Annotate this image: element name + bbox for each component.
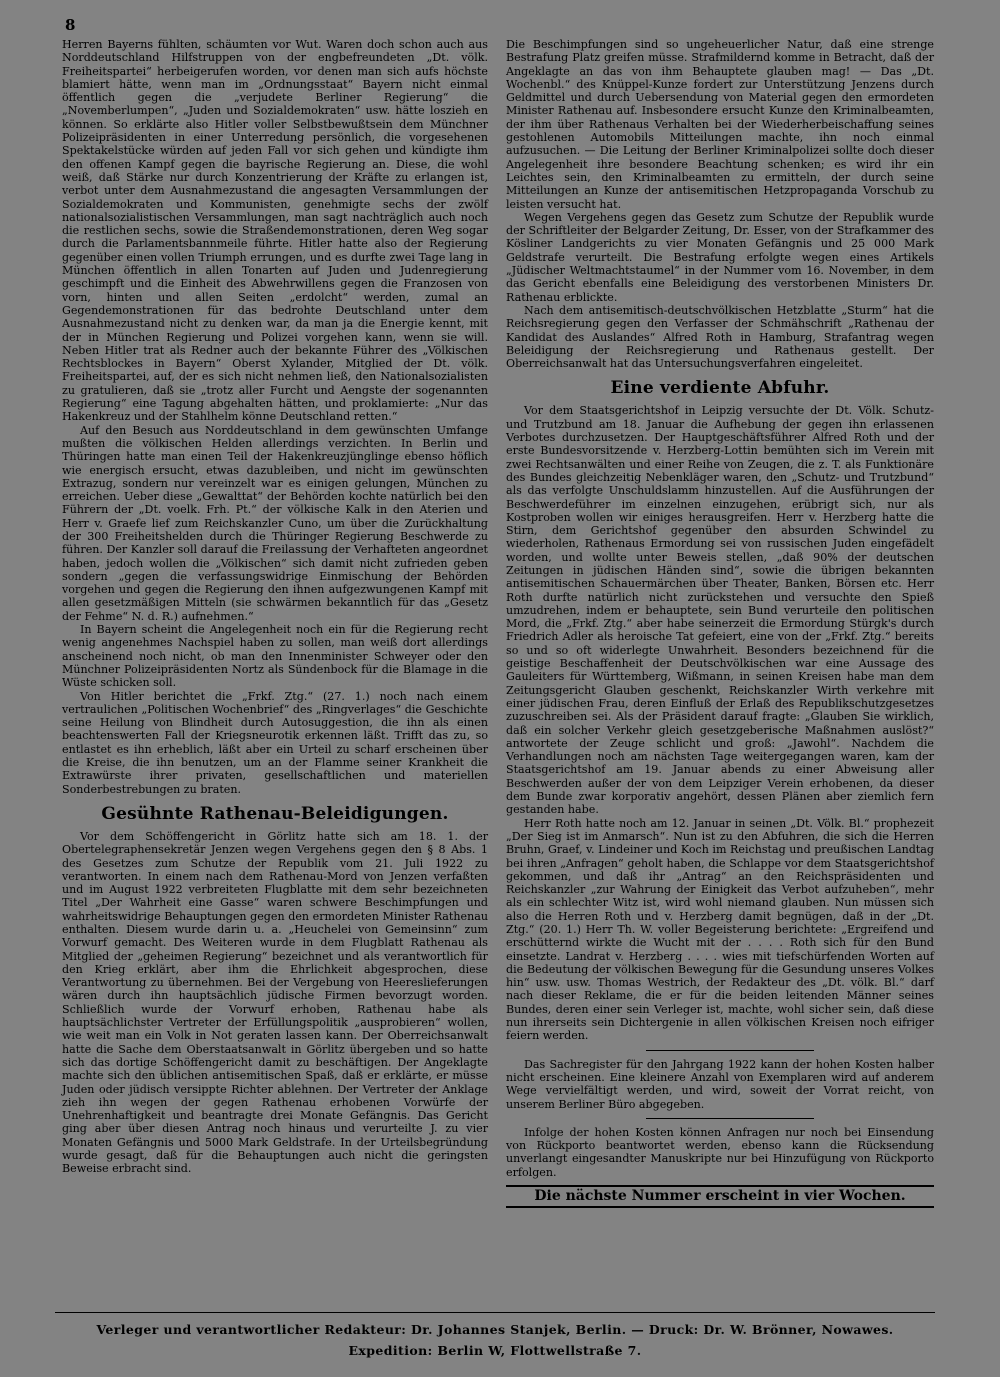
next-issue-notice: Die nächste Nummer erscheint in vier Wochen. <box>506 1185 934 1208</box>
paragraph: In Bayern scheint die Angelegenheit noch ein für die Regierung recht wenig angenehmes Nachspiel haben zu sollen, man weiß dort allerdings anscheinend noch nicht, ob man den Innenminister Schweyer oder den Münchner Polizeipräsidenten Nortz als Sündenbock für die Blamage in die Wüste schicken soll. <box>62 623 488 690</box>
divider <box>646 1050 814 1051</box>
paragraph: Die Beschimpfungen sind so ungeheuerlicher Natur, daß eine strenge Bestrafung Platz greifen müsse. Strafmildernd komme in Betracht, daß der Angeklagte an das von ihm Behauptete glauben mag! — Das „Dt. Wochenbl.“ des Knüppel-Kunze fordert zur Unterstützung Jenzens durch Geldmittel und durch Uebersendung von Material gegen den ermordeten Minister Rathenau auf. Insbesondere ersucht Kunze den Kriminalbeamten, der ihm über Rathenaus Verhalten bei der Wiederherbeischaffung seines gestohlenen Automobils Mitteilungen machte, ihn noch einmal aufzusuchen. — Die Leitung der Berliner Kriminalpolizei sollte doch dieser Angelegenheit ihre besondere Beachtung schenken; es wird ihr ein Leichtes sein, den Kriminalbeamten zu ermitteln, der durch seine Mitteilungen an Kunze der antisemitischen Hetzpropaganda Vorschub zu leisten versucht hat. <box>506 38 934 211</box>
paragraph: Von Hitler berichtet die „Frkf. Ztg.“ (27. 1.) noch nach einem vertraulichen „Politischen Wochenbrief“ des „Ringverlages“ die Geschichte seine Heilung von Blindheit durch Autosuggestion, die ihn als einen beachtenswerten Fall der Kriegsneurotik erkennen läßt. Trifft das zu, so entlastet es ihn erheblich, läßt aber ein Urteil zu scharf erscheinen über die Kreise, die ihn benutzen, um an der Flamme seiner Krankheit die Extrawürste ihrer privaten, gesellschaftlichen und materiellen Sonderbestrebungen zu braten. <box>62 689 488 796</box>
notice-paragraph: Das Sachregister für den Jahrgang 1922 kann der hohen Kosten halber nicht erscheinen. Eine kleinere Anzahl von Exemplaren wird auf anderem Wege vervielfältigt werden, und wird, soweit der Vorrat reicht, von unserem Berliner Büro abgegeben. <box>506 1057 934 1111</box>
imprint-footer <box>55 1312 935 1358</box>
left-column <box>62 38 488 1176</box>
paragraph: Vor dem Schöffengericht in Görlitz hatte sich am 18. 1. der Obertelegraphensekretär Jenzen wegen Vergehens gegen den § 8 Abs. 1 des Gesetzes zum Schutze der Republik vom 21. Juli 1922 zu verantworten. In einem nach dem Rathenau-Mord von Jenzen verfaßten und im August 1922 verbreiteten Flugblatte mit dem sehr bezeichneten Titel „Der Wahrheit eine Gasse“ waren schwere Beschimpfungen und wahrheitswidrige Behauptungen gegen den ermordeten Minister Rathenau enthalten. Diesem wurde darin u. a. „Heuchelei von Gemeinsinn“ zum Vorwurf gemacht. Des Weiteren wurde in dem Flugblatt Rathenau als Mitglied der „geheimen Regierung“ bezeichnet und als verantwortlich für den Krieg erklärt, aber ihm die Ehrlichkeit abgesprochen, diese Verantwortung zu übernehmen. Bei der Vergebung von Heereslieferungen wären durch ihn hauptsächlich jüdische Firmen bevorzugt worden. Schließlich wurde der Vorwurf erhoben, Rathenau habe als hauptsächlichster Vertreter der Erfüllungspolitik „ausprobieren“ wollen, wie weit man ein Volk in Not geraten lassen kann. Der Oberreichsanwalt hatte die Sache dem Oberstaatsanwalt in Görlitz übergeben und so hatte sich das dortige Schöffengericht damit zu beschäftigen. Der Angeklagte machte sich den üblichen antisemitischen Spaß, daß er erklärte, er müsse Juden oder jüdisch versippte Richter ablehnen. Der Vertreter der Anklage zieh ihn wegen der gegen Rathenau erhobenen Vorwürfe der Unehrenhaftigkeit und beantragte drei Monate Gefängnis. Das Gericht ging aber über diesen Antrag noch hinaus und verurteilte J. zu vier Monaten Gefängnis und 5000 Mark Geldstrafe. In der Urteilsbegründung wurde gesagt, daß für die Behauptungen auch nicht die geringsten Beweise erbracht sind. <box>62 829 488 1176</box>
section-heading: Eine verdiente Abfuhr. <box>610 378 830 399</box>
section-heading: Gesühnte Rathenau-Beleidigungen. <box>101 803 449 824</box>
paragraph: Herren Bayerns fühlten, schäumten vor Wut. Waren doch schon auch aus Norddeutschland Hilfstruppen von der engbefreundeten „Dt. völk. Freiheitspartei“ herbeigerufen worden, vor denen man sich aufs höchste blamiert hätte, wenn man im „Ordnungsstaat“ Bayern nicht einmal öffentlich gegen die „verjudete Berliner Regierung“ die „Novemberlumpen“, „Juden und Sozialdemokraten“ usw. hätte loszieh en können. So erklärte also Hitler voller Selbstbewußtsein dem Münchner Polizeipräsidenten in einer Unterredung persönlich, die vorgesehenen Spektakelstücke würden auf jeden Fall vor sich gehen und kündigte ihm den offenen Kampf gegen die bayrische Regierung an. Diese, die wohl weiß, daß Stärke nur durch Konzentrierung der Kräfte zu erlangen ist, verbot unter dem Ausnahmezustand die angesagten Versammlungen der Sozialdemokraten und Kommunisten, genehmigte sechs der zwölf nationalsozialistischen Versammlungen, man sagt nachträglich auch noch die restlichen sechs, sowie die Straßendemonstrationen, deren Weg sogar durch die Parlamentsbannmeile führte. Hitler hatte also der Regierung gegenüber einen vollen Triumph errungen, und es durfte zwei Tage lang in München öffentlich in allen Tonarten auf Juden und Judenregierung geschimpft und die Einheit des Abwehrwillens gegen die Franzosen von vorn, hinten und allen Seiten „erdolcht“ werden, zumal an Gegendemonstrationen für das bedrohte Deutschland unter dem Ausnahmezustand nicht zu denken war, da man ja die Energie kennt, mit der in München Regierung und Polizei vorgehen kann, wenn sie will. Neben Hitler trat als Redner auch der bekannte Führer des „Völkischen Rechtsblockes in Bayern“ Oberst Xylander, Mitglied der Dt. völk. Freiheitspartei, auf, der es sich nicht nehmen ließ, den Nationalsozialisten zu gratulieren, daß sie „trotz aller Furcht und Aengste der sogenannten Regierung“ eine Tagung abgehalten hätten, und proklamierte: „Nur das Hakenkreuz und der Stahlhelm könne Deutschland retten.“ <box>62 38 488 424</box>
divider <box>646 1118 814 1119</box>
paragraph: Auf den Besuch aus Norddeutschland in dem gewünschten Umfange mußten die völkischen Helden allerdings verzichten. In Berlin und Thüringen hatte man einen Teil der Hakenkreuzjünglinge ebenso höflich wie energisch ersucht, etwas dazubleiben, und nicht im gewünschten Extrazug, sondern nur vereinzelt war es einigen gelungen, München zu erreichen. Ueber diese „Gewalttat“ der Behörden kochte natürlich bei den Führern der „Dt. voelk. Frh. Pt.“ der völkische Kalk in den Aterien und Herr v. Graefe lief zum Reichskanzler Cuno, um über die Zurückhaltung der 300 Freiheitshelden durch die Thüringer Regierung Beschwerde zu führen. Der Kanzler soll darauf die Freilassung der Verhafteten angeordnet haben, jedoch wollen die „Völkischen“ sich damit nicht zufrieden geben sondern „gegen die verfassungswidrige Einmischung der Behörden vorgehen und gegen die Regierung den ihnen aufgezwungenen Kampf mit allen gesetzmäßigen Mitteln (sie schwärmen bekanntlich für das „Gesetz der Fehme“ N. d. R.) aufnehmen.“ <box>62 423 488 623</box>
paragraph: Nach dem antisemitisch-deutschvölkischen Hetzblatte „Sturm“ hat die Reichsregierung gegen den Verfasser der Schmähschrift „Rathenau der Kandidat des Auslandes“ Alfred Roth in Hamburg, Strafantrag wegen Beleidigung der Reichsregierung und Rathenaus gestellt. Der Oberreichsanwalt hat das Untersuchungsverfahren eingeleitet. <box>506 303 934 371</box>
paragraph: Wegen Vergehens gegen das Gesetz zum Schutze der Republik wurde der Schriftleiter der Belgarder Zeitung, Dr. Esser, von der Strafkammer des Kösliner Landgerichts zu vier Monaten Gefängnis und 25 000 Mark Geldstrafe verurteilt. Die Bestrafung erfolgte wegen eines Artikels „Jüdischer Weltmachtstaumel“ in der Nummer vom 16. November, in dem das Gericht ebenfalls eine Beleidigung des verstorbenen Ministers Dr. Rathenau erblickte. <box>506 210 934 304</box>
paragraph: Herr Roth hatte noch am 12. Januar in seinen „Dt. Völk. Bl.“ prophezeit „Der Sieg ist im Anmarsch“. Nun ist zu den Abfuhren, die sich die Herren Bruhn, Graef, v. Lindeiner und Koch im Reichstag und preußischen Landtag bei ihren „Anfragen“ geholt haben, die Schlappe vor dem Staatsgerichtshof gekommen, und daß ihr „Antrag“ an den Reichspräsidenten und Reichskanzler „zur Wahrung der Einigkeit das Verbot aufzuheben“, mehr als ein schlechter Witz ist, wird wohl niemand glauben. Nun müssen sich also die Herren Roth und v. Herzberg damit begnügen, daß in der „Dt. Ztg.“ (20. 1.) Herr Th. W. voller Begeisterung berichtete: „Ergreifend und erschütternd wirkte die Wucht mit der . . . . Roth sich für den Bund einsetzte. Landrat v. Herzberg . . . . wies mit tiefschürfenden Worten auf die Bedeutung der völkischen Bewegung für die Gesundung unseres Volkes hin“ usw. usw. Thomas Westrich, der Redakteur des „Dt. völk. Bl.“ darf nach dieser Reklame, die er für die beiden leitenden Männer seines Bundes, deren einer sein Verleger ist, machte, wohl sicher sein, daß diese nun ihrerseits sein Dichtergenie in allen völkischen Kreisen noch eifriger feiern werden. <box>506 816 934 1043</box>
imprint-publisher-line: Verleger und verantwortlicher Redakteur: Dr. Johannes Stanjek, Berlin. — Druck: Dr. W. Brönner, Nowawes. <box>96 1322 894 1337</box>
page-number: 8 <box>65 16 76 34</box>
notice-paragraph: Infolge der hohen Kosten können Anfragen nur noch bei Einsendung von Rückporto beantwortet werden, ebenso kann die Rücksendung unverlangt eingesandter Manuskripte nur bei Hinzufügung von Rückporto erfolgen. <box>506 1125 934 1179</box>
paragraph: Vor dem Staatsgerichtshof in Leipzig versuchte der Dt. Völk. Schutz- und Trutzbund am 18. Januar die Aufhebung der gegen ihn erlassenen Verbotes durchzusetzen. Der Hauptgeschäftsführer Alfred Roth und der erste Bundesvorsitzende v. Herzberg-Lottin bemühten sich im Verein mit zwei Rechtsanwälten und einer Reihe von Zeugen, die z. T. als Funktionäre des Bundes gleichzeitig Nebenkläger waren, den „Schutz- und Trutzbund“ als das verfolgte Unschuldslamm hinzustellen. Auf die Ausführungen der Beschwerdeführer im einzelnen einzugehen, erübrigt sich, nur als Kostproben wollen wir einiges herausgreifen. Herr v. Herzberg hatte die Stirn, dem Gerichtshof gegenüber den absurden Schwindel zu wiederholen, Rathenaus Ermordung sei von russischen Juden eingefädelt worden, und wollte unter Beweis stellen, „daß 90% der deutschen Zeitungen in jüdischen Händen sind“, sowie die übrigen bekannten antisemitischen Schauermärchen über Theater, Banken, Börsen etc. Herr Roth durfte natürlich nicht zurückstehen und versuchte den Spieß umzudrehen, indem er behauptete, sein Bund verurteile den politischen Mord, die „Frkf. Ztg.“ aber habe seinerzeit die Ermordung Stürgk's durch Friedrich Adler als heroische Tat gefeiert, eine von der „Frkf. Ztg.“ bereits so und so oft widerlegte Unwahrheit. Besonders bezeichnend für die geistige Beschaffenheit der Deutschvölkischen war eine Aussage des Gauleiters für Württemberg, Wißmann, in seinen Kreisen habe man dem Zeitungsgericht Glauben geschenkt, Reichskanzler Wirth verkehre mit einer jüdischen Frau, deren Einfluß der Erlaß des Republikschutzgesetzes zuzuschreiben sei. Als der Präsident darauf fragte: „Glauben Sie wirklich, daß ein solcher Verkehr gleich gesetzgeberische Maßnahmen auslöst?“ antwortete der Zeuge schlicht und groß: „Jawohl“. Nachdem die Verhandlungen noch am nächsten Tage weitergegangen waren, kam der Staatsgerichtshof am 19. Januar abends zu einer Abweisung aller Beschwerden außer der von dem Leipziger Verein erhobenen, da dieser dem Bunde zwar korporativ angehört, dessen Plänen aber ziemlich fern gestanden habe. <box>506 404 934 817</box>
imprint-address-line: Expedition: Berlin W, Flottwellstraße 7. <box>348 1343 642 1358</box>
right-column <box>506 38 934 1208</box>
